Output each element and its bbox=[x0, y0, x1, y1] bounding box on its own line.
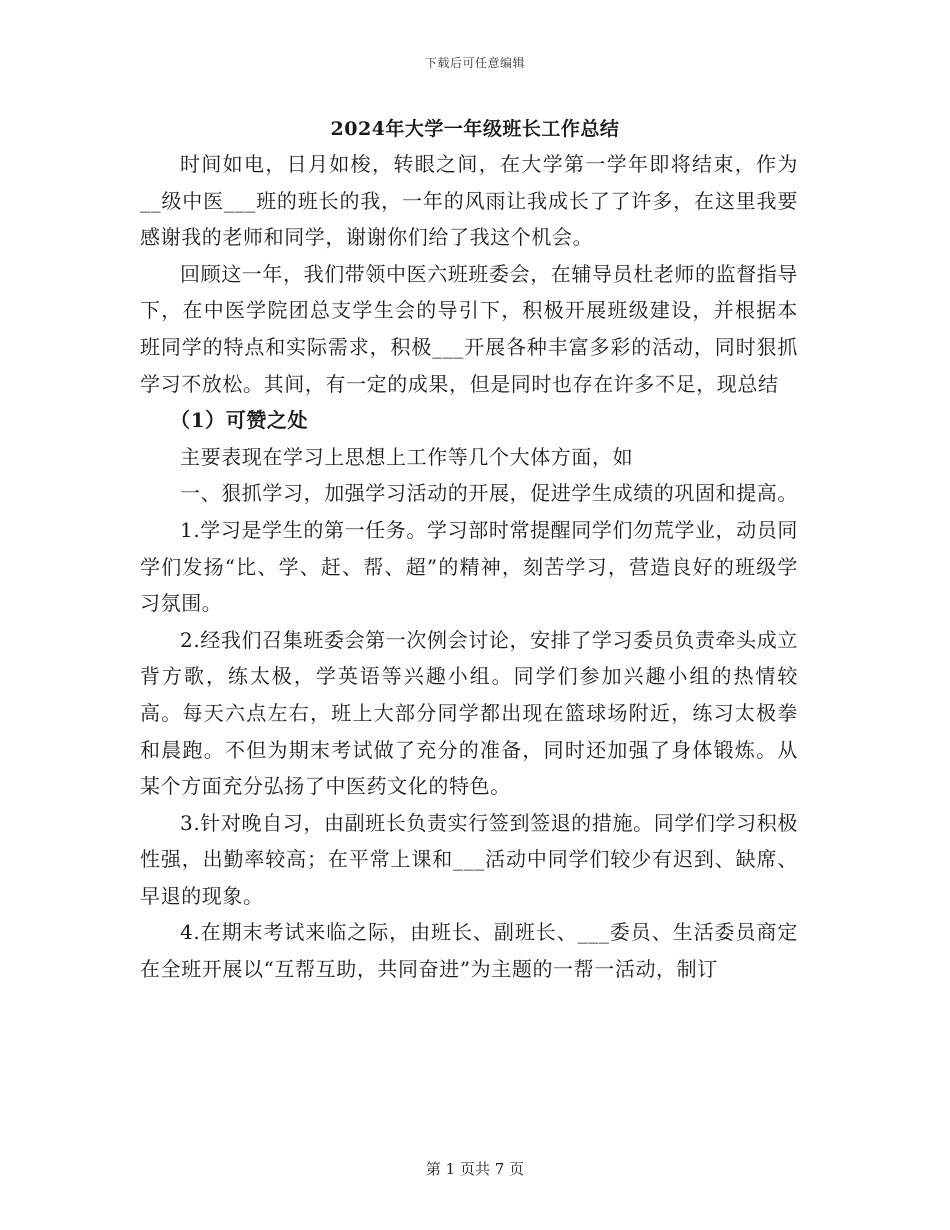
paragraph-item-1: 1.学习是学生的第一任务。学习部时常提醒同学们勿荒学业，动员同学们发扬“比、学、赶、帮、超”的精神，刻苦学习，营造良好的班级学习氛围。 bbox=[140, 517, 798, 616]
paragraph-item-2: 2.经我们召集班委会第一次例会讨论，安排了学习委员负责牵头成立背方歌，练太极，学英语等兴趣小组。同学们参加兴趣小组的热情较高。每天六点左右，班上大部分同学都出现在篮球场附近，练习太极拳和晨跑。不但为期末考试做了充分的准备，同时还加强了身体锻炼。从某个方面充分弘扬了中医药文化的特色。 bbox=[140, 627, 798, 799]
paragraph-review: 回顾这一年，我们带领中医六班班委会，在辅导员杜老师的监督指导下，在中医学院团总支学生会的导引下，积极开展班级建设，并根据本班同学的特点和实际需求，积极___开展各种丰富多彩的活动，同时狠抓学习不放松。其间，有一定的成果，但是同时也存在许多不足，现总结 bbox=[140, 261, 798, 396]
page-footer: 第 1 页共 7 页 bbox=[425, 1160, 525, 1178]
document-title: 2024年大学一年级班长工作总结 bbox=[330, 118, 620, 140]
section-heading: （1）可赞之处 bbox=[170, 408, 309, 433]
paragraph-point-one: 一、狠抓学习，加强学习活动的开展，促进学生成绩的巩固和提高。 bbox=[180, 481, 798, 506]
header-note: 下载后可任意编辑 bbox=[424, 56, 525, 70]
paragraph-item-4: 4.在期末考试来临之际，由班长、副班长、___委员、生活委员商定在全班开展以“互帮互助，共同奋进”为主题的一帮一活动，制订 bbox=[140, 920, 798, 982]
document-body bbox=[140, 146, 798, 988]
paragraph-item-3: 3.针对晚自习，由副班长负责实行签到签退的措施。同学们学习积极性强，出勤率较高；在平常上课和___活动中同学们较少有迟到、缺席、早退的现象。 bbox=[140, 810, 798, 908]
paragraph-intro: 时间如电，日月如梭，转眼之间，在大学第一学年即将结束，作为__级中医___班的班长的我，一年的风雨让我成长了了许多，在这里我要感谢我的老师和同学，谢谢你们给了我这个机会。 bbox=[140, 152, 798, 250]
paragraph-summary-lead: 主要表现在学习上思想上工作等几个大体方面，如 bbox=[180, 444, 634, 469]
